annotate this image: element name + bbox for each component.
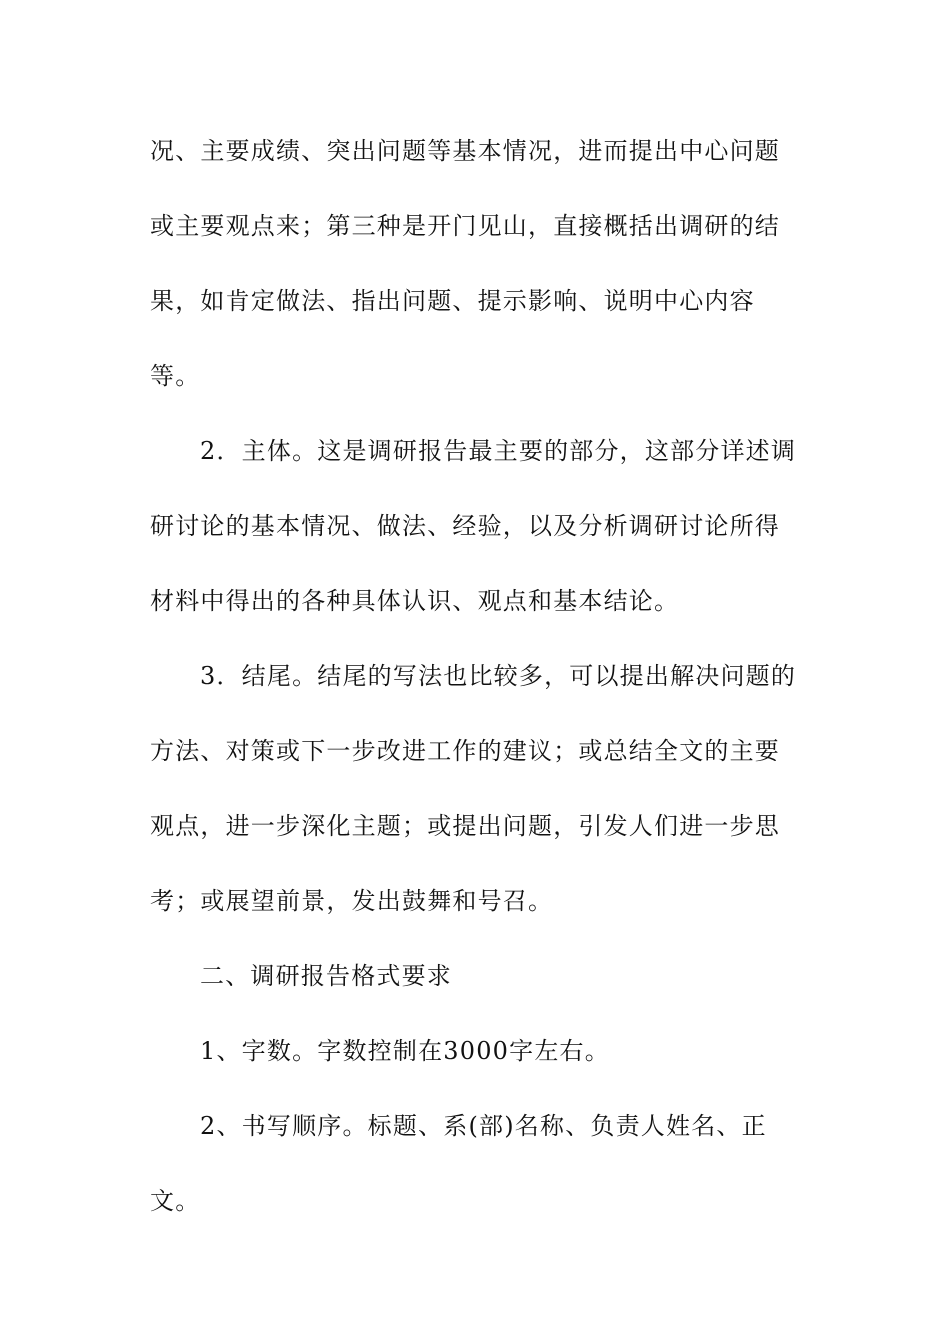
paragraph-line: 方法、对策或下一步改进工作的建议；或总结全文的主要 <box>150 737 780 765</box>
paragraph-line: 或主要观点来；第三种是开门见山，直接概括出调研的结 <box>150 212 780 240</box>
paragraph-line: 1、字数。字数控制在3000字左右。 <box>200 1037 610 1065</box>
paragraph-line: 等。 <box>150 362 201 390</box>
paragraph-line: 3．结尾。结尾的写法也比较多，可以提出解决问题的 <box>200 662 797 690</box>
paragraph-line: 文。 <box>150 1187 201 1215</box>
paragraph-line: 考；或展望前景，发出鼓舞和号召。 <box>150 887 554 915</box>
paragraph-line: 2．主体。这是调研报告最主要的部分，这部分详述调 <box>200 437 797 465</box>
paragraph-line: 况、主要成绩、突出问题等基本情况，进而提出中心问题 <box>150 137 780 165</box>
paragraph-line: 果，如肯定做法、指出问题、提示影响、说明中心内容 <box>150 287 755 315</box>
paragraph-line: 研讨论的基本情况、做法、经验，以及分析调研讨论所得 <box>150 512 780 540</box>
paragraph-line: 材料中得出的各种具体认识、观点和基本结论。 <box>150 587 680 615</box>
section-heading: 二、调研报告格式要求 <box>200 962 452 990</box>
paragraph-line: 2、书写顺序。标题、系(部)名称、负责人姓名、正 <box>200 1112 767 1140</box>
paragraph-line: 观点，进一步深化主题；或提出问题，引发人们进一步思 <box>150 812 780 840</box>
